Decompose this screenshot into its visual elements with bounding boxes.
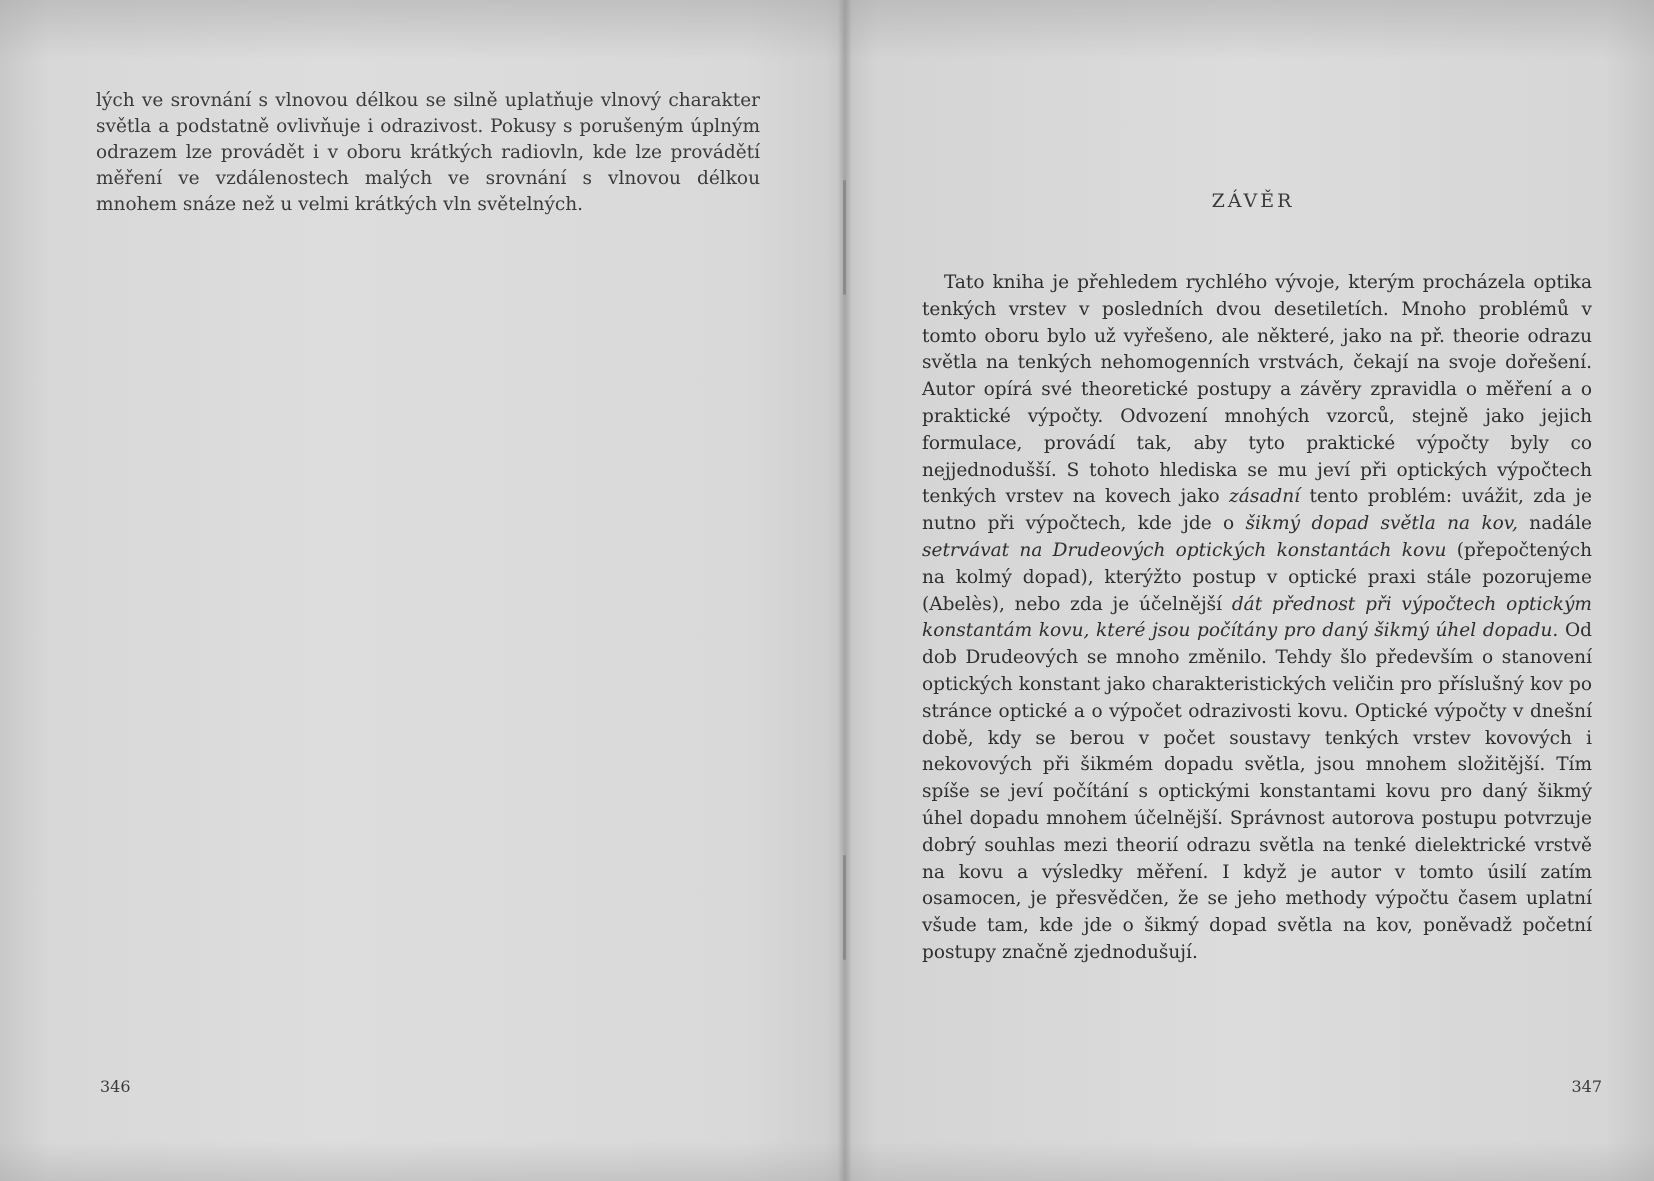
binding-stitch-bottom (843, 855, 846, 960)
binding-stitch-top (843, 180, 846, 295)
conclusion-paragraph (922, 270, 1592, 967)
conclusion-text-2: tento problém: uvážit, zda je nutno při výpočtech, kde jde o (922, 486, 1592, 535)
left-page-paragraph: lých ve srovnání s vlnovou délkou se silně uplatňuje vlnový charakter světla a podstatně ovlivňuje i odrazivost. Pokusy s porušeným úplným odrazem lze provádět i v oboru krátkých radiovln, kde lze provádětí měření ve vzdálenostech malých ve srovnání s vlnovou délkou mnohem snáze než u velmi krátkých vln světelných. (96, 90, 760, 215)
conclusion-text-3: nadále (1529, 513, 1592, 535)
conclusion-italic-1: zásadní (1229, 486, 1301, 508)
right-page-number: 347 (1571, 1077, 1602, 1096)
conclusion-italic-4: dát přednost při výpočtech optickým konstantám kovu, které jsou počítány pro daný šikmý úhel dopadu. (922, 593, 1592, 642)
left-page-number: 346 (100, 1077, 131, 1096)
conclusion-italic-3: setrvávat na Drudeových optických konstantách kovu (922, 539, 1447, 561)
conclusion-text-5: Od dob Drudeových se mnoho změnilo. Tehdy šlo především o stanovení optických konstant jako charakteristických veličin pro příslušný kov po stránce optické a o výpočet odrazivosti kovu. Optické výpočty v dnešní době, kdy se berou v počet soustavy tenkých vrstev kovových i nekovových při šikmém dopadu světla, jsou mnohem složitější. Tím spíše se jeví počítání s optickými konstantami kovu pro daný šikmý úhel dopadu mnohem účelnější. Správnost autorova postupu potvrzuje dobrý souhlas mezi theorií odrazu světla na tenké dielektrické vrstvě na kovu a výsledky měření. I když je autor v tomto úsilí zatím osamocen, je přesvědčen, že se jeho methody výpočtu časem uplatní všude tam, kde jde o šikmý dopad světla na kov, poněvadž početní postupy značně zjednodušují. (922, 620, 1592, 963)
chapter-heading: ZÁVĚR (1211, 190, 1295, 212)
conclusion-text-4: (přepočtených na kolmý dopad), kterýžto postup v optické praxi stále pozorujeme (Abelès), nebo zda je účelnější (922, 539, 1592, 615)
conclusion-italic-2: šikmý dopad světla na kov, (1245, 513, 1518, 535)
right-page (852, 0, 1654, 1181)
book-gutter (838, 0, 852, 1181)
conclusion-text-1: Tato kniha je přehledem rychlého vývoje, kterým procházela optika tenkých vrstev v posledních dvou desetiletích. Mnoho problémů v tomto oboru bylo už vyřešeno, ale některé, jako na př. theorie odrazu světla na tenkých nehomogenních vrstvách, čekají na svoje dořešení. Autor opírá své theoretické postupy a závěry zpravidla o měření a o praktické výpočty. Odvození mnohých vzorců, stejně jako jejich formulace, provádí tak, aby tyto praktické výpočty byly co nejjednodušší. S tohoto hlediska se mu jeví při optických výpočtech tenkých vrstev na kovech jako (922, 272, 1592, 508)
